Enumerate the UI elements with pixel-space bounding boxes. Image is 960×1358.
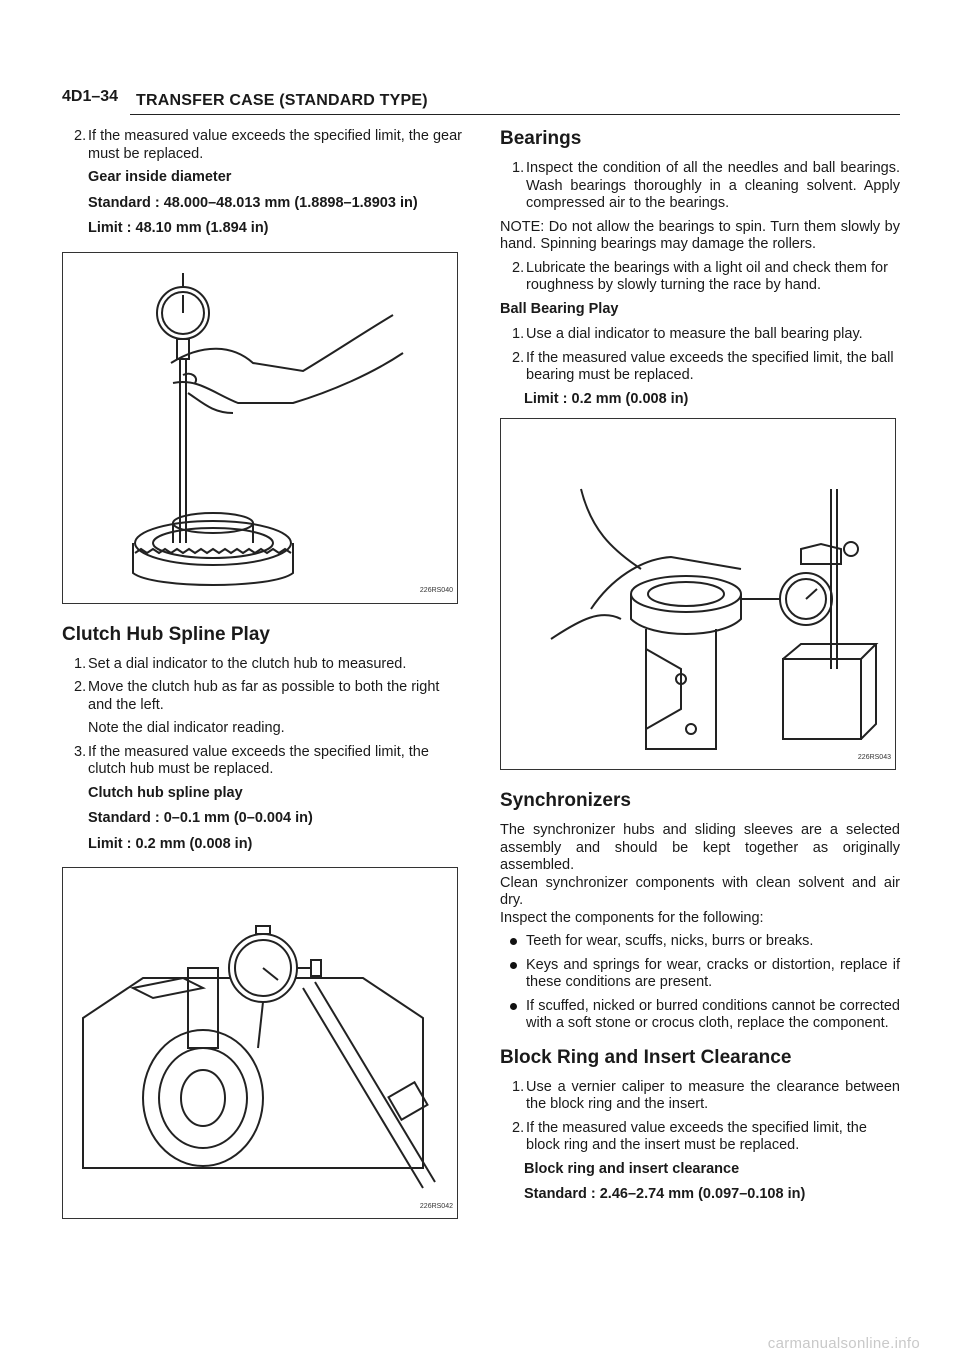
clutch-spec-label: Clutch hub spline play [88,784,243,801]
header-rule [130,114,900,115]
clutch-step-1: 1. Set a dial indicator to the clutch hub to measured. [74,655,407,672]
sync-paragraph-1: The synchronizer hubs and sliding sleeves are a selected assembly and should be kept together as originally assembled. [500,822,900,873]
ball-limit: Limit : 0.2 mm (0.008 in) [524,390,689,407]
block-spec-label: Block ring and insert clearance [524,1160,740,1177]
page-header [62,86,900,116]
bullet-icon [510,938,517,945]
sync-paragraph-3: Inspect the components for the following: [500,909,764,926]
figure-gear-bore-gauge [62,252,458,604]
gear-step-2: 2. If the measured value exceeds the specified limit, the gear must be replaced. [74,128,462,162]
clutch-hub-dial-illustration [63,868,457,1218]
clutch-hub-heading: Clutch Hub Spline Play [62,623,270,645]
figure-code: 226RS040 [419,587,453,594]
block-step-2: 2. If the measured value exceeds the specified limit, the block ring and the insert must be replaced. [512,1119,867,1153]
gear-spec-label: Gear inside diameter [88,169,232,185]
ball-step-1: 1. Use a dial indicator to measure the ball bearing play. [512,326,863,342]
sync-bullet-1: Teeth for wear, scuffs, nicks, burrs or breaks. [500,933,900,951]
block-standard: Standard : 2.46–2.74 mm (0.097–0.108 in) [524,1186,806,1202]
gear-standard: Standard : 48.000–48.013 mm (1.8898–1.8903 in) [88,194,418,211]
block-step-1: 1. Use a vernier caliper to measure the clearance between the block ring and the insert. [512,1078,900,1112]
clutch-limit: Limit : 0.2 mm (0.008 in) [88,835,253,852]
bullet-icon [510,962,517,969]
figure-clutch-hub-dial [62,867,458,1219]
sync-bullet-3: If scuffed, nicked or burred conditions cannot be corrected with a soft stone or crocus cloth, replace the component. [500,998,900,1033]
ball-step-2: 2. If the measured value exceeds the specified limit, the ball bearing must be replaced. [512,349,894,383]
right-column [500,128,900,1212]
figure-ball-bearing-dial [500,418,896,770]
bullet-icon [510,1003,517,1010]
clutch-standard: Standard : 0–0.1 mm (0–0.004 in) [88,810,313,826]
page-title: TRANSFER CASE (STANDARD TYPE) [136,92,428,109]
bearings-step-2: 2. Lubricate the bearings with a light oil and check them for roughness by slowly turning the race by hand. [512,259,888,293]
bearings-step-1: 1. Inspect the condition of all the needles and ball bearings. Wash bearings thoroughly in a cleaning solvent. Apply compressed air to the bearings. [512,160,900,211]
watermark: carmanualsonline.info [767,1335,920,1352]
gear-limit: Limit : 48.10 mm (1.894 in) [88,220,269,236]
bearings-heading: Bearings [500,128,582,149]
sync-bullet-2: Keys and springs for wear, cracks or distortion, replace if these conditions are present. [500,957,900,992]
block-ring-heading: Block Ring and Insert Clearance [500,1046,792,1068]
clutch-note: Note the dial indicator reading. [88,720,285,736]
figure-code: 226RS043 [857,753,891,761]
clutch-step-2: 2. Move the clutch hub as far as possible to both the right and the left. [74,679,440,713]
ball-bearing-dial-illustration [501,419,895,769]
figure-code: 226RS042 [419,1202,453,1210]
sync-paragraph-2: Clean synchronizer components with clean solvent and air dry. [500,874,900,908]
clutch-step-3: 3. If the measured value exceeds the specified limit, the clutch hub must be replaced. [74,743,429,777]
left-column [62,128,462,1219]
synchronizers-heading: Synchronizers [500,790,631,811]
page-number: 4D1–34 [62,88,119,105]
ball-bearing-play-label: Ball Bearing Play [500,300,619,317]
bore-gauge-illustration [63,253,457,603]
bearings-note: NOTE: Do not allow the bearings to spin. Turn them slowly by hand. Spinning bearings may damage the rollers. [500,218,900,252]
